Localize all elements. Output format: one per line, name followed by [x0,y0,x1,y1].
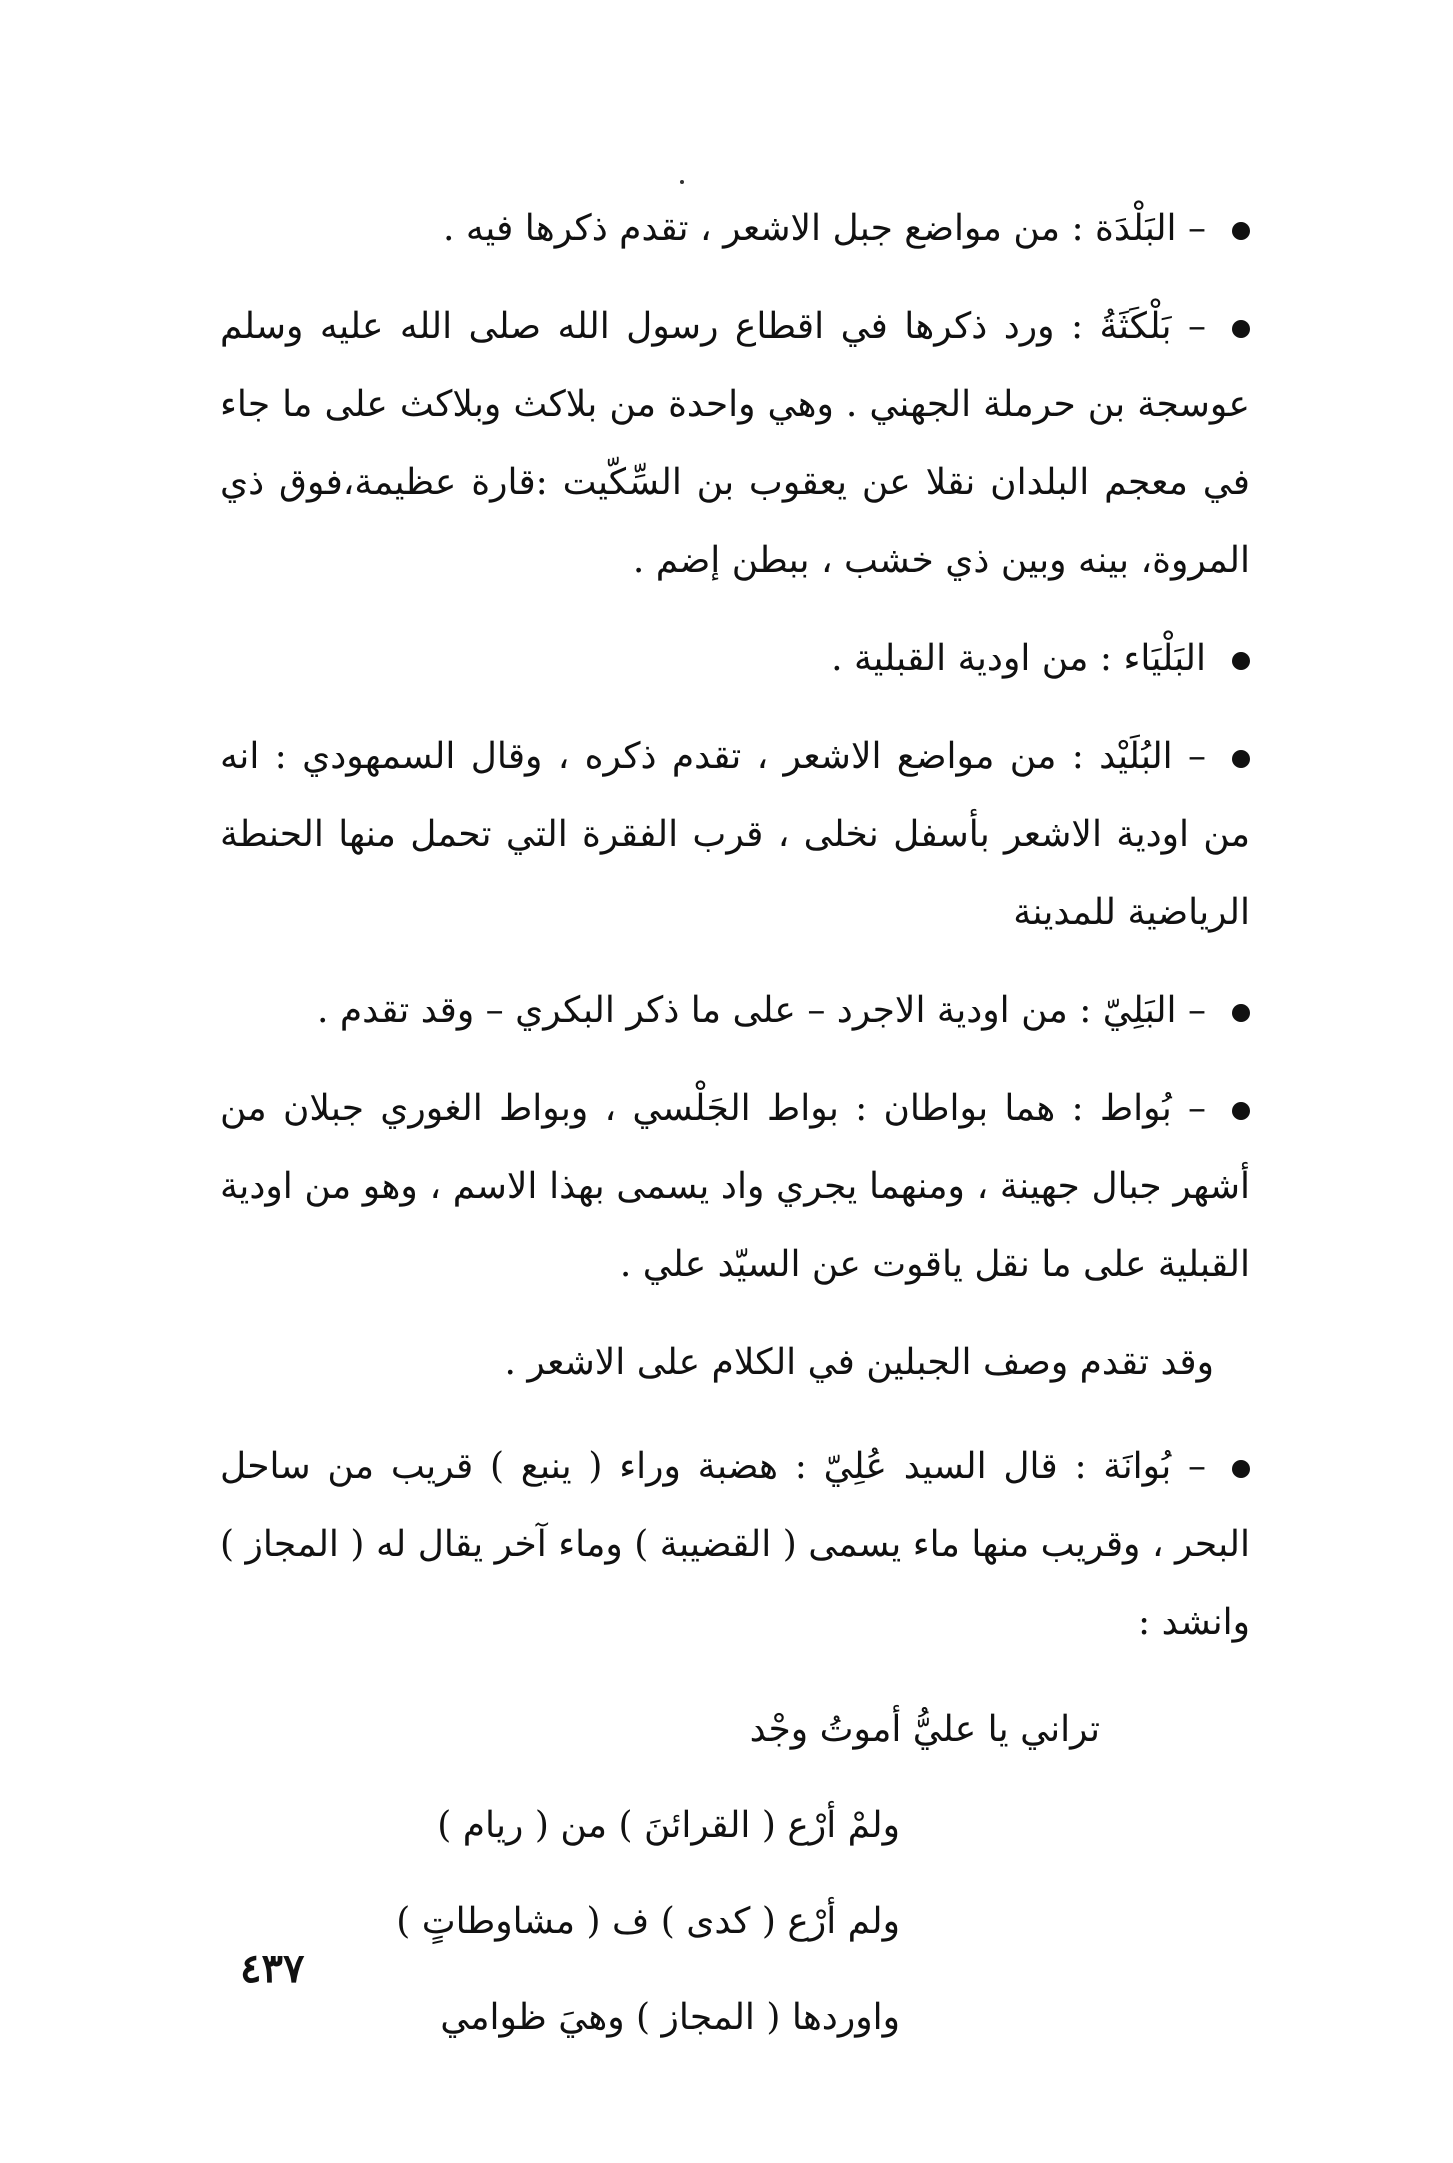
poem-line: ولم أرْع ( كدى ) ف ( مشاوطاتٍ ) [396,1901,900,1942]
poem [220,1682,1250,2066]
bullet-icon [1232,652,1250,670]
bullet-icon [1232,320,1250,338]
bullet-icon [1232,1102,1250,1120]
entry-text: – بُوانَة : قال السيد عُلِيّ : هضبة وراء ( ينبع ) قريب من ساحل البحر ، وقريب منها ماء يسمى ( القضيبة ) وماء آخر يقال له ( المجاز ) وانشد : [220,1446,1250,1643]
entry-text: – بَلْكَثَةُ : ورد ذكرها في اقطاع رسول الله صلى الله عليه وسلم عوسجة بن حرملة الجهني . وهي واحدة من بلاكث وبلاكث على ما جاء في معجم البلدان نقلا عن يعقوب بن السِّكّيت :قارة عظيمة،فوق ذي المروة، بينه وبين ذي خشب ، ببطن إضم . [220,306,1250,581]
entry-text: – البُلَيْد : من مواضع الاشعر ، تقدم ذكره ، وقال السمهودي : انه من اودية الاشعر بأسفل نخلى ، قرب الفقرة التي تحمل منها الحنطة الرياضية للمدينة [220,736,1250,933]
entry-al-bulaid [220,718,1250,952]
note-paragraph: وقد تقدم وصف الجبلين في الكلام على الاشعر . [504,1342,1214,1383]
entry-text: – بُواط : هما بواطان : بواط الجَلْسي ، وبواط الغوري جبلان من أشهر جبال جهينة ، ومنهما يجري واد يسمى بهذا الاسم ، وهو من اودية القبلية على ما نقل ياقوت عن السيّد علي . [220,1088,1250,1285]
entry-al-balya [220,620,1250,698]
ink-speck [680,180,684,184]
entry-al-balda [220,190,1250,268]
page-number: ٤٣٧ [240,1945,305,1992]
bullet-icon [1232,1460,1250,1478]
bullet-icon [1232,1004,1250,1022]
entry-text: – البَلْدَة : من مواضع جبل الاشعر ، تقدم ذكرها فيه . [443,208,1206,249]
poem-line: واوردها ( المجاز ) وهيَ ظوامي [440,1997,900,2038]
entry-buwat [220,1070,1250,1304]
entry-buwana [220,1428,1250,1662]
document-page [220,190,1250,2050]
entry-al-bali [220,972,1250,1050]
bullet-icon [1232,222,1250,240]
entry-text: البَلْيَاء : من اودية القبلية . [831,638,1206,679]
entry-text: – البَلِيّ : من اودية الاجرد – على ما ذكر البكري – وقد تقدم . [317,990,1206,1031]
poem-line: ولمْ أرْع ( القرائنَ ) من ( ريام ) [437,1805,900,1846]
bullet-icon [1232,750,1250,768]
poem-line: تراني يا عليُّ أموتُ وجْد [749,1709,1100,1750]
entry-balkatha [220,288,1250,600]
